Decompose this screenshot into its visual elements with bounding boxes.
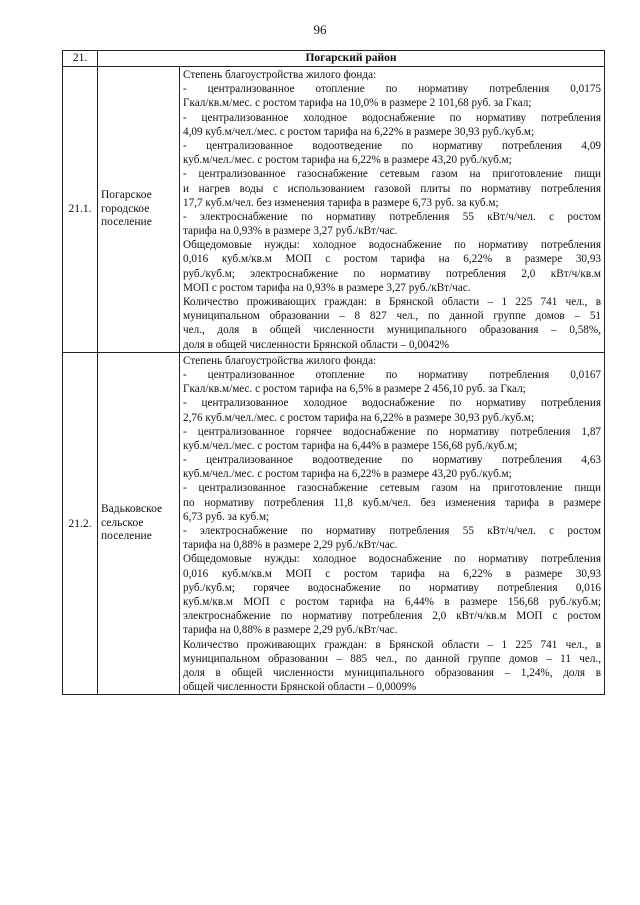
description-line: общей численности Брянской области – 0,0009% xyxy=(183,681,417,694)
description-line: куб.м/чел./мес. с ростом тарифа на 6,22% в размере 43,20 руб./куб.м; xyxy=(183,468,512,481)
description-line: Гкал/кв.м/мес. с ростом тарифа на 6,5% в размере 2 456,10 руб. за Гкал; xyxy=(183,383,526,396)
description-line: МОП с ростом тарифа на 0,93% в размере 3,27 руб./кВт/час. xyxy=(183,281,471,294)
description-line: куб.м/кв.м МОП с ростом тарифа на 6,44% в размере 156,68 руб./куб.м; xyxy=(183,595,602,608)
description-line: доля в общей численности муниципального образования – 1,24%, доля в xyxy=(183,666,602,679)
description-line: чел., доля в общей численности муниципального образования – 0,58%, xyxy=(183,324,602,337)
table-row xyxy=(63,67,605,353)
description-line: 6,73 руб. за куб.м; xyxy=(183,510,270,523)
settlement-name xyxy=(98,352,180,695)
settlement-name-line: городское xyxy=(101,202,150,215)
description-line: 0,016 куб.м/кв.м МОП с ростом тарифа на 6,22% в размере 30,93 xyxy=(183,253,602,266)
row-number: 21.1. xyxy=(63,67,98,353)
description-line: 17,7 куб.м/чел. без изменения тарифа в размере 6,73 руб. за куб.м; xyxy=(183,196,499,209)
description-line: руб./куб.м; электроснабжение по нормативу потребления 2,0 кВт/ч/кв.м xyxy=(183,267,602,280)
description-line: куб.м/чел./мес. с ростом тарифа на 6,44% в размере 156,68 руб./куб.м; xyxy=(183,439,518,452)
description-line: муниципальном образовании – 885 чел., по данной группе домов – 11 чел., xyxy=(183,652,602,665)
description-line: - электроснабжение по нормативу потребления 55 кВт/ч/чел. с ростом xyxy=(183,210,602,223)
settlement-name-line: поселение xyxy=(101,216,152,229)
description-line: Общедомовые нужды: холодное водоснабжение по нормативу потребления xyxy=(183,239,602,252)
description-line: и нагрев воды с использованием газовой плиты по нормативу потребления xyxy=(183,182,602,195)
description-line: по нормативу потребления 11,8 куб.м/чел. без изменения тарифа в размере xyxy=(183,496,602,509)
section-number: 21. xyxy=(63,51,98,67)
description-line: 0,016 куб.м/кв.м МОП с ростом тарифа на 6,22% в размере 30,93 xyxy=(183,567,602,580)
settlement-name-line: Вадьковское xyxy=(101,503,163,516)
description-line: Гкал/кв.м/мес. с ростом тарифа на 10,0% в размере 2 101,68 руб. за Гкал; xyxy=(183,97,532,110)
description-line: - централизованное холодное водоснабжение по нормативу потребления xyxy=(183,111,602,124)
description-line: куб.м/чел./мес. с ростом тарифа на 6,22% в размере 43,20 руб./куб.м; xyxy=(183,154,512,167)
table-row xyxy=(63,352,605,695)
description-line: Общедомовые нужды: холодное водоснабжение по нормативу потребления xyxy=(183,553,602,566)
section-title: Погарский район xyxy=(98,51,605,67)
description-line: - централизованное газоснабжение сетевым газом на приготовление пищи xyxy=(183,168,602,181)
tariff-table xyxy=(62,50,605,695)
tariff-description xyxy=(180,67,605,353)
settlement-name xyxy=(98,67,180,353)
description-line: Степень благоустройства жилого фонда: xyxy=(183,354,377,367)
row-number: 21.2. xyxy=(63,352,98,695)
description-line: электроснабжение по нормативу потребления 2,0 кВт/ч/кв.м МОП с ростом xyxy=(183,610,602,623)
description-line: руб./куб.м; горячее водоснабжение по нормативу потребления 0,016 xyxy=(183,581,602,594)
description-line: - централизованное водоотведение по нормативу потребления 4,09 xyxy=(183,139,602,152)
description-line: тарифа на 0,88% в размере 2,29 руб./кВт/час. xyxy=(183,539,398,552)
description-line: - централизованное холодное водоснабжение по нормативу потребления xyxy=(183,397,602,410)
settlement-name-line: поселение xyxy=(101,530,152,543)
description-line: тарифа на 0,88% в размере 2,29 руб./кВт/час. xyxy=(183,624,398,637)
description-line: Количество проживающих граждан: в Брянской области – 1 225 741 чел., в xyxy=(183,638,602,651)
description-line: - централизованное горячее водоснабжение по нормативу потребления 1,87 xyxy=(183,425,602,438)
description-line: - централизованное отопление по нормативу потребления 0,0167 xyxy=(183,368,602,381)
page-number: 96 xyxy=(313,22,327,37)
description-line: - централизованное отопление по нормативу потребления 0,0175 xyxy=(183,83,602,96)
tariff-description xyxy=(180,352,605,695)
settlement-name-line: Погарское xyxy=(101,189,152,202)
description-line: 2,76 куб.м/чел./мес. с ростом тарифа на 6,22% в размере 30,93 руб./куб.м; xyxy=(183,411,535,424)
settlement-name-line: сельское xyxy=(101,516,144,529)
description-line: муниципальном образовании – 8 827 чел., по данной группе домов – 51 xyxy=(183,310,602,323)
description-line: - централизованное водоотведение по нормативу потребления 4,63 xyxy=(183,454,602,467)
description-line: - централизованное газоснабжение сетевым газом на приготовление пищи xyxy=(183,482,602,495)
description-line: Степень благоустройства жилого фонда: xyxy=(183,69,377,81)
description-line: 4,09 куб.м/чел./мес. с ростом тарифа на 6,22% в размере 30,93 руб./куб.м; xyxy=(183,125,535,138)
description-line: доля в общей численности Брянской области – 0,0042% xyxy=(183,338,450,351)
description-line: тарифа на 0,93% в размере 3,27 руб./кВт/час. xyxy=(183,225,398,238)
section-header-row xyxy=(63,51,605,67)
description-line: - электроснабжение по нормативу потребления 55 кВт/ч/чел. с ростом xyxy=(183,525,602,537)
description-line: Количество проживающих граждан: в Брянской области – 1 225 741 чел., в xyxy=(183,296,602,308)
table-body xyxy=(63,67,605,695)
